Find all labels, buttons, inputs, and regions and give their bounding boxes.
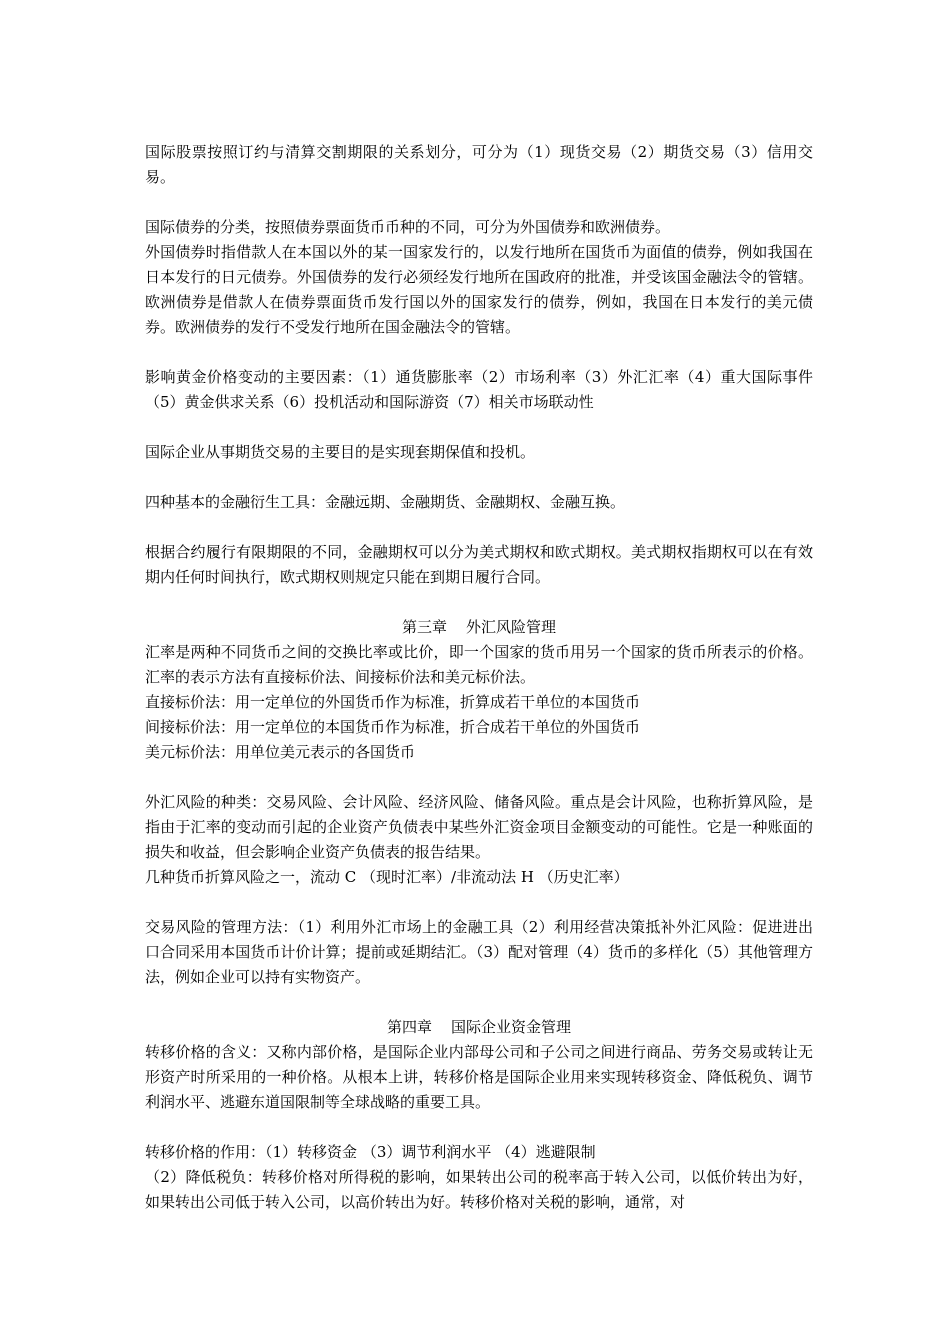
paragraph-spacer	[145, 515, 813, 540]
paragraph: 国际股票按照订约与清算交割期限的关系划分，可分为（1）现货交易（2）期货交易（3）信用交易。	[145, 143, 813, 186]
paragraph: 直接标价法：用一定单位的外国货币作为标准，折算成若干单位的本国货币	[145, 693, 641, 711]
paragraph-spacer	[145, 340, 813, 365]
paragraph: 四种基本的金融衍生工具：金融远期、金融期货、金融期权、金融互换。	[145, 493, 626, 511]
paragraph: 汇率是两种不同货币之间的交换比率或比价，即一个国家的货币用另一个国家的货币所表示的价格。汇率的表示方法有直接标价法、间接标价法和美元标价法。	[145, 643, 813, 686]
paragraph: 转移价格的作用：（1）转移资金 （3）调节利润水平 （4）逃避限制	[145, 1143, 596, 1161]
paragraph-spacer	[145, 415, 813, 440]
document-page	[145, 140, 813, 1215]
paragraph: 国际债券的分类，按照债券票面货币币种的不同，可分为外国债券和欧洲债券。	[145, 218, 671, 236]
paragraph: 转移价格的含义：又称内部价格，是国际企业内部母公司和子公司之间进行商品、劳务交易或转让无形资产时所采用的一种价格。从根本上讲，转移价格是国际企业用来实现转移资金、降低税负、调节利润水平、逃避东道国限制等全球战略的重要工具。	[145, 1043, 813, 1111]
chapter-heading: 第三章 外汇风险管理	[401, 618, 557, 636]
paragraph-spacer	[145, 890, 813, 915]
paragraph-spacer	[145, 990, 813, 1015]
paragraph: （2）降低税负：转移价格对所得税的影响，如果转出公司的税率高于转入公司，以低价转出为好，如果转出公司低于转入公司，以高价转出为好。转移价格对关税的影响，通常，对	[145, 1168, 813, 1211]
paragraph: 外国债券时指借款人在本国以外的某一国家发行的，以发行地所在国货币为面值的债券，例如我国在日本发行的日元债券。外国债券的发行必须经发行地所在国政府的批准，并受该国金融法令的管辖。欧洲债券是借款人在债券票面货币发行国以外的国家发行的债券，例如，我国在日本发行的美元债券。欧洲债券的发行不受发行地所在国金融法令的管辖。	[145, 243, 813, 336]
chapter-heading: 第四章 国际企业资金管理	[386, 1018, 572, 1036]
paragraph-spacer	[145, 465, 813, 490]
paragraph: 影响黄金价格变动的主要因素：（1）通货膨胀率（2）市场利率（3）外汇汇率（4）重大国际事件（5）黄金供求关系（6）投机活动和国际游资（7）相关市场联动性	[145, 368, 813, 411]
paragraph-spacer	[145, 590, 813, 615]
paragraph: 间接标价法：用一定单位的本国货币作为标准，折合成若干单位的外国货币	[145, 718, 641, 736]
paragraph-spacer	[145, 190, 813, 215]
paragraph-spacer	[145, 1115, 813, 1140]
paragraph-spacer	[145, 765, 813, 790]
paragraph: 交易风险的管理方法：（1）利用外汇市场上的金融工具（2）利用经营决策抵补外汇风险：促进进出口合同采用本国货币计价计算；提前或延期结汇。（3）配对管理（4）货币的多样化（5）其他管理方法，例如企业可以持有实物资产。	[145, 918, 813, 986]
paragraph: 几种货币折算风险之一，流动 C （现时汇率）/非流动法 H （历史汇率）	[145, 868, 629, 886]
paragraph: 美元标价法：用单位美元表示的各国货币	[145, 743, 416, 761]
paragraph: 国际企业从事期货交易的主要目的是实现套期保值和投机。	[145, 443, 536, 461]
paragraph: 外汇风险的种类：交易风险、会计风险、经济风险、储备风险。重点是会计风险，也称折算风险，是指由于汇率的变动而引起的企业资产负债表中某些外汇资金项目金额变动的可能性。它是一种账面的损失和收益，但会影响企业资产负债表的报告结果。	[145, 793, 813, 861]
paragraph: 根据合约履行有限期限的不同，金融期权可以分为美式期权和欧式期权。美式期权指期权可以在有效期内任何时间执行，欧式期权则规定只能在到期日履行合同。	[145, 543, 813, 586]
